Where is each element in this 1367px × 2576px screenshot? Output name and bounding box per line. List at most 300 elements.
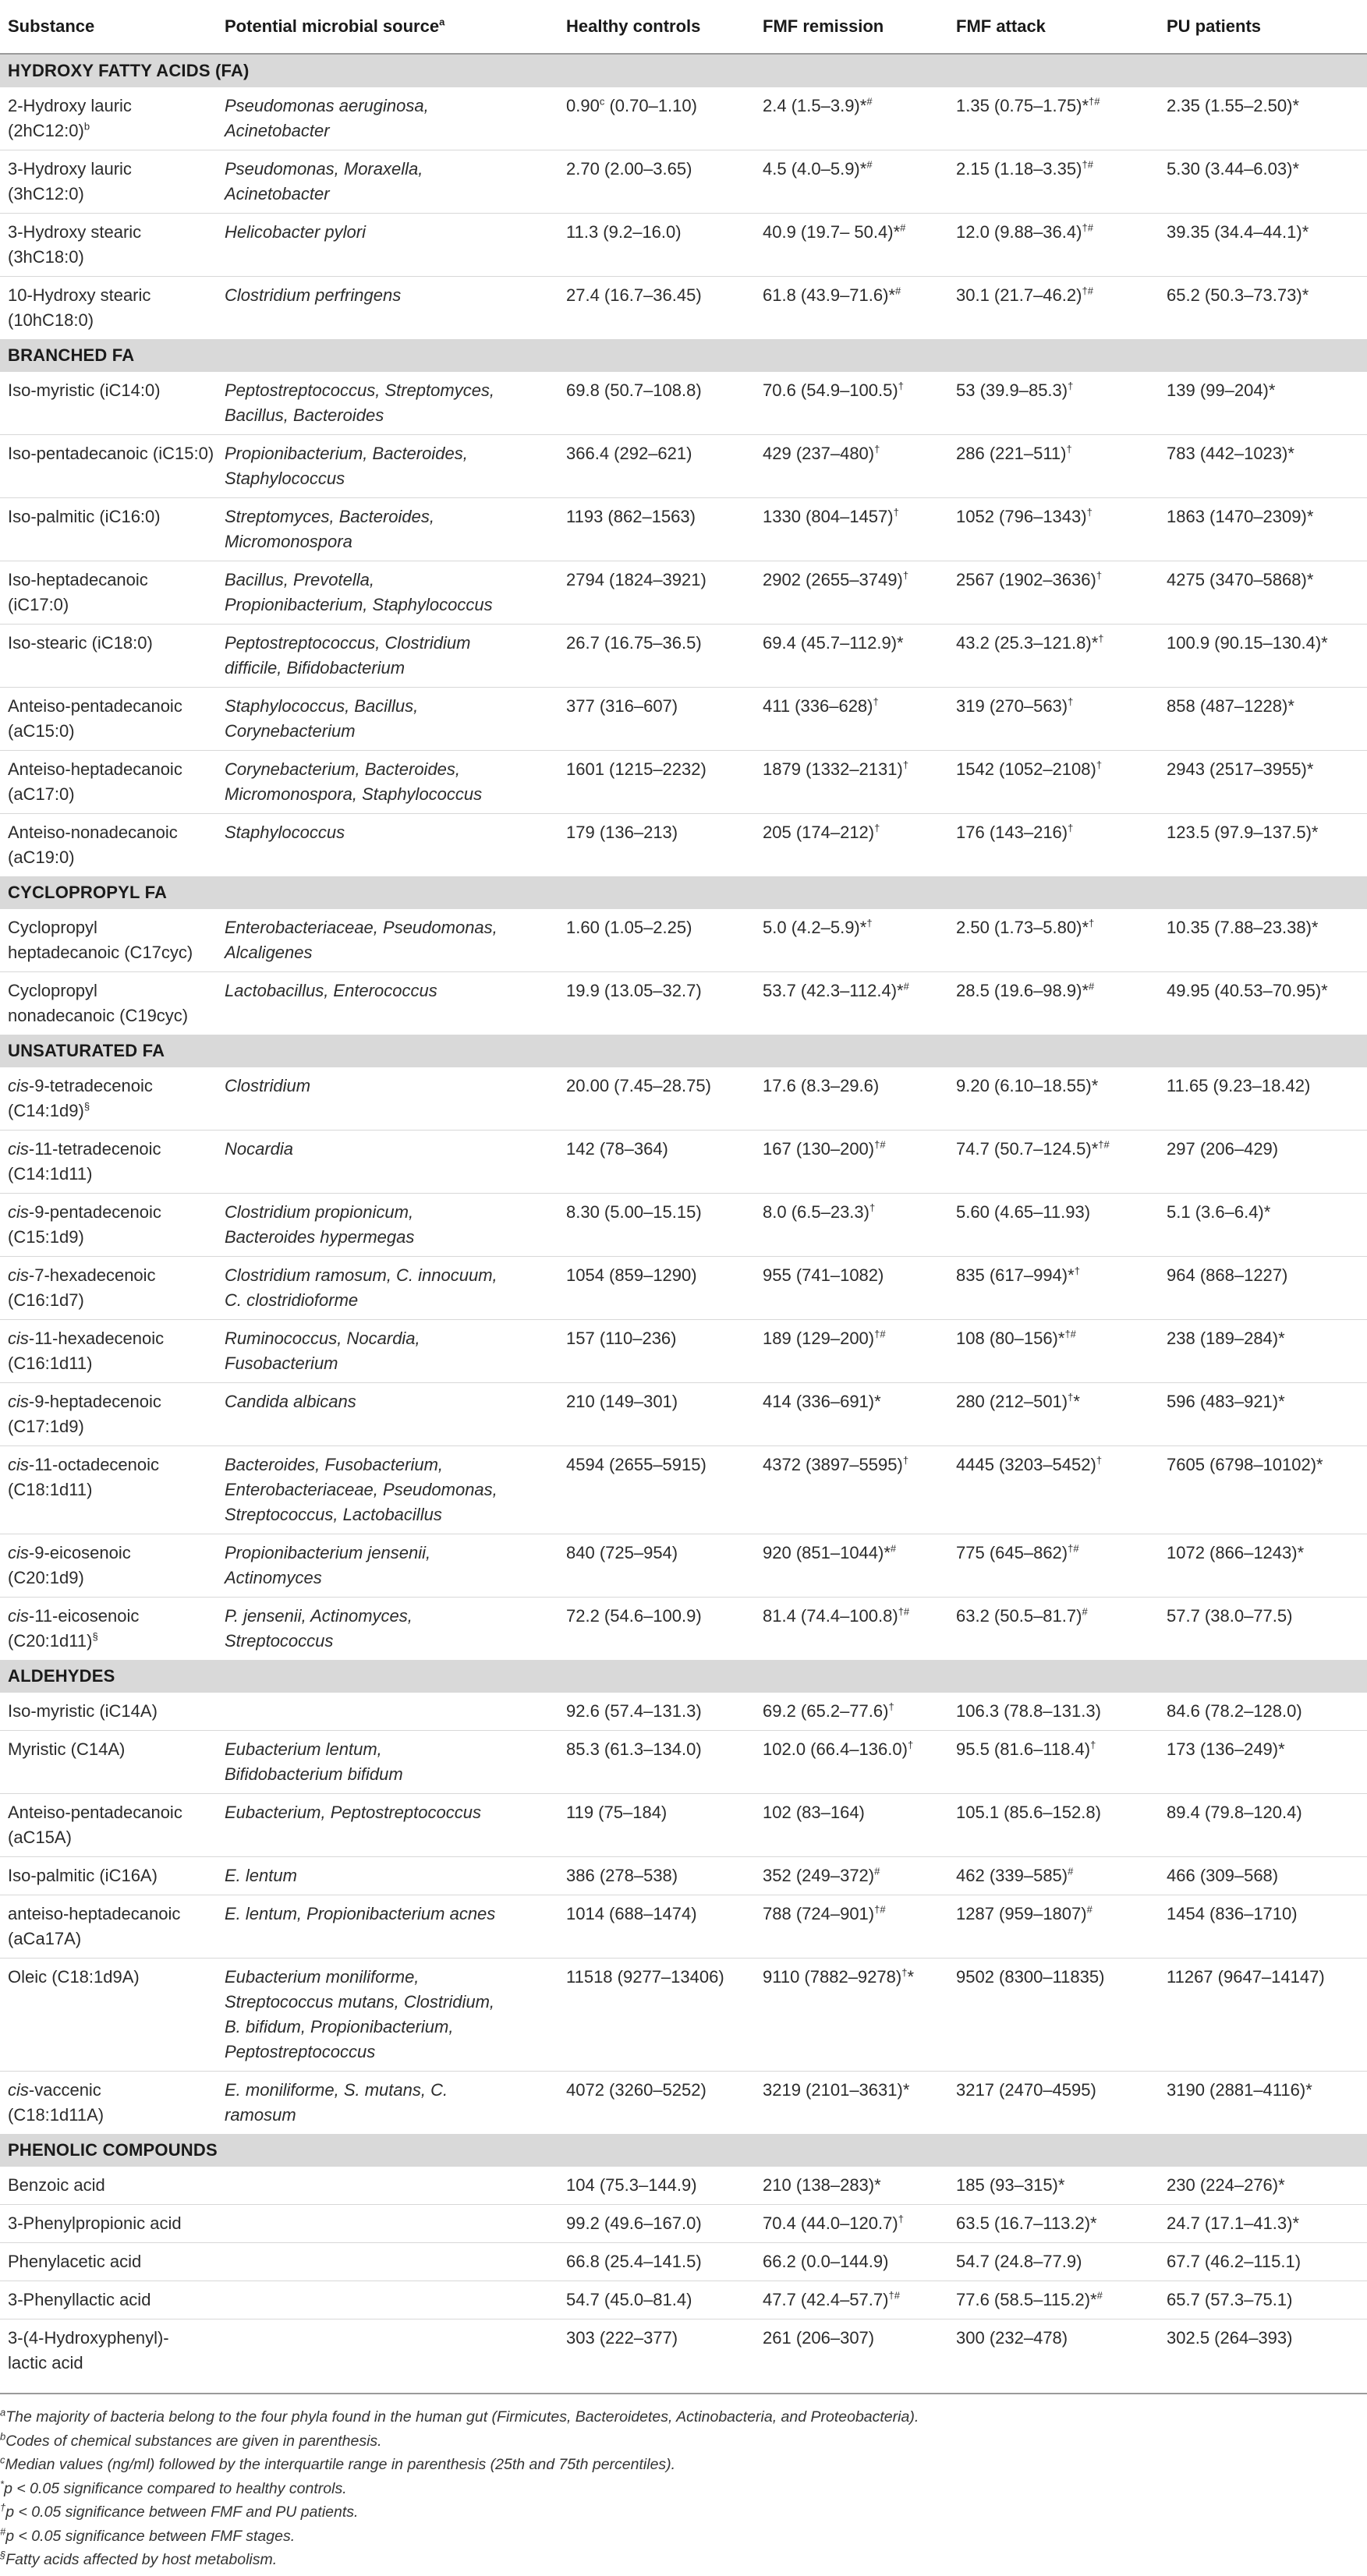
footnote — [0, 2477, 1367, 2501]
value-text: 104 (75.3–144.9) — [566, 2175, 697, 2195]
source-cell — [217, 2319, 558, 2383]
value-text: 69.4 (45.7–112.9)* — [763, 633, 904, 653]
source-cell — [217, 214, 558, 277]
section-row — [0, 339, 1367, 372]
remission-value-cell — [755, 1598, 948, 1661]
table-row — [0, 372, 1367, 435]
value-text: 105.1 (85.6–152.8) — [956, 1803, 1101, 1822]
section-title: UNSATURATED FA — [0, 1035, 1367, 1067]
source-line: E. lentum, Propionibacterium acnes — [225, 1904, 496, 1923]
source-cell — [217, 561, 558, 625]
substance-line — [8, 1137, 212, 1162]
section-title: HYDROXY FATTY ACIDS (FA) — [0, 54, 1367, 87]
attack-value-cell — [948, 1446, 1159, 1534]
source-line: Staphylococcus — [225, 823, 345, 842]
table-row — [0, 435, 1367, 498]
source-cell — [217, 2281, 558, 2319]
substance-cell — [0, 1857, 217, 1895]
value-text: 20.00 (7.45–28.75) — [566, 1076, 711, 1095]
cis-prefix: cis — [8, 1329, 29, 1348]
significance-mark: † — [907, 1739, 914, 1751]
source-cell — [217, 1194, 558, 1257]
value-text: 65.2 (50.3–73.73)* — [1167, 285, 1309, 305]
pu-value-cell — [1159, 1598, 1367, 1661]
attack-value-cell — [948, 1257, 1159, 1320]
substance-text: Benzoic acid — [8, 2175, 105, 2195]
remission-value-cell — [755, 625, 948, 688]
significance-mark: † — [1068, 822, 1074, 834]
significance-mark: # — [1089, 980, 1095, 993]
footnote-mark: a — [0, 2406, 6, 2419]
value-text: 3190 (2881–4116)* — [1167, 2080, 1312, 2100]
substance-text: Iso-palmitic (iC16:0) — [8, 507, 161, 526]
table-row — [0, 751, 1367, 814]
substance-cell — [0, 1895, 217, 1959]
significance-mark: † — [873, 695, 879, 708]
source-line: E. moniliforme, S. mutans, C. — [225, 2080, 448, 2100]
substance-cell — [0, 2243, 217, 2281]
value-text: 69.2 (65.2–77.6) — [763, 1701, 889, 1721]
footnotes — [0, 2393, 1367, 2572]
source-line: Pseudomonas aeruginosa, — [225, 96, 429, 115]
source-line: Fusobacterium — [225, 1353, 338, 1373]
value-text: 2.15 (1.18–3.35) — [956, 159, 1082, 179]
value-text: 99.2 (49.6–167.0) — [566, 2213, 702, 2233]
substance-text: nonadecanoic (C19cyc) — [8, 1006, 189, 1025]
healthy-value-cell — [558, 2281, 755, 2319]
pu-value-cell — [1159, 2319, 1367, 2383]
value-text: 5.30 (3.44–6.03)* — [1167, 159, 1300, 179]
value-text: 1054 (859–1290) — [566, 1265, 697, 1285]
value-text: 61.8 (43.9–71.6)* — [763, 285, 896, 305]
significance-mark: † — [1096, 1454, 1103, 1467]
remission-value-cell — [755, 2072, 948, 2135]
significance-mark: † — [902, 569, 909, 582]
substance-text: Anteiso-pentadecanoic — [8, 1803, 182, 1822]
substance-line — [8, 1162, 212, 1187]
substance-text: (C16:1d11) — [8, 1353, 93, 1373]
value-text: 40.9 (19.7– 50.4)* — [763, 222, 901, 242]
healthy-value-cell — [558, 1320, 755, 1383]
footnote-text: p < 0.05 significance between FMF and PU patients. — [5, 2503, 359, 2521]
value-text: 108 (80–156)* — [956, 1329, 1065, 1348]
pu-value-cell — [1159, 2072, 1367, 2135]
value-text: 74.7 (50.7–124.5)* — [956, 1139, 1099, 1159]
value-text: 1014 (688–1474) — [566, 1904, 697, 1923]
substance-line — [8, 2288, 212, 2312]
pu-value-cell — [1159, 1731, 1367, 1794]
healthy-value-cell — [558, 688, 755, 751]
value-text: 783 (442–1023)* — [1167, 444, 1294, 463]
value-text: 280 (212–501) — [956, 1392, 1068, 1411]
remission-value-cell — [755, 2243, 948, 2281]
value-text: (0.70–1.10) — [604, 96, 697, 115]
source-line: Streptococcus — [225, 1631, 334, 1651]
value-text: 964 (868–1227) — [1167, 1265, 1288, 1285]
significance-mark: # — [890, 1542, 897, 1555]
substance-text: -7-hexadecenoic — [28, 1265, 156, 1285]
value-text: 9.20 (6.10–18.55)* — [956, 1076, 1099, 1095]
attack-value-cell — [948, 1320, 1159, 1383]
value-text: 386 (278–538) — [566, 1866, 678, 1885]
pu-value-cell — [1159, 435, 1367, 498]
substance-line — [8, 1414, 212, 1439]
cis-prefix: cis — [8, 1076, 29, 1095]
significance-mark: †# — [888, 2289, 900, 2302]
value-text: 85.3 (61.3–134.0) — [566, 1739, 702, 1759]
source-cell — [217, 1857, 558, 1895]
value-text: 70.6 (54.9–100.5) — [763, 380, 898, 400]
substance-text: (3hC18:0) — [8, 247, 84, 267]
healthy-value-cell — [558, 814, 755, 877]
value-text: 66.2 (0.0–144.9) — [763, 2252, 889, 2271]
value-text: 377 (316–607) — [566, 696, 678, 716]
healthy-value-cell — [558, 277, 755, 340]
substance-line — [8, 1200, 212, 1225]
table-row — [0, 1857, 1367, 1895]
table-row — [0, 150, 1367, 214]
pu-value-cell — [1159, 1693, 1367, 1731]
source-cell — [217, 909, 558, 972]
attack-value-cell — [948, 2319, 1159, 2383]
value-text: 102.0 (66.4–136.0) — [763, 1739, 908, 1759]
substance-text: Iso-pentadecanoic (iC15:0) — [8, 444, 214, 463]
value-text: 3217 (2470–4595) — [956, 2080, 1096, 2100]
pu-value-cell — [1159, 1534, 1367, 1598]
value-text: 26.7 (16.75–36.5) — [566, 633, 702, 653]
substance-line — [8, 441, 212, 466]
table-body — [0, 54, 1367, 2382]
value-text: 77.6 (58.5–115.2)* — [956, 2290, 1097, 2309]
source-line: P. jensenii, Actinomyces, — [225, 1606, 413, 1626]
cis-prefix: cis — [8, 1543, 29, 1562]
value-text: 5.0 (4.2–5.9)* — [763, 918, 867, 937]
source-cell — [217, 277, 558, 340]
substance-cell — [0, 435, 217, 498]
healthy-value-cell — [558, 2243, 755, 2281]
value-text: 955 (741–1082) — [763, 1265, 884, 1285]
value-text: * — [1073, 1392, 1080, 1411]
substance-text: 3-Hydroxy lauric — [8, 159, 132, 179]
source-line: Streptococcus, Lactobacillus — [225, 1505, 442, 1524]
substance-cell — [0, 1257, 217, 1320]
substance-text: -11-hexadecenoic — [28, 1329, 165, 1348]
footnote-mark: * — [0, 2478, 5, 2489]
remission-value-cell — [755, 1534, 948, 1598]
substance-line — [8, 2211, 212, 2236]
substance-text: Anteiso-pentadecanoic — [8, 696, 182, 716]
value-text: 1330 (804–1457) — [763, 507, 894, 526]
value-text: 1287 (959–1807) — [956, 1904, 1087, 1923]
substance-line — [8, 1902, 212, 1927]
remission-value-cell — [755, 87, 948, 150]
attack-value-cell — [948, 2281, 1159, 2319]
remission-value-cell — [755, 2167, 948, 2205]
substance-line — [8, 2249, 212, 2274]
remission-value-cell — [755, 909, 948, 972]
table-row — [0, 1257, 1367, 1320]
value-text: 72.2 (54.6–100.9) — [566, 1606, 702, 1626]
attack-value-cell — [948, 2167, 1159, 2205]
healthy-value-cell — [558, 1731, 755, 1794]
significance-mark: †# — [1068, 1542, 1079, 1555]
section-row — [0, 876, 1367, 909]
value-text: 139 (99–204)* — [1167, 380, 1276, 400]
significance-mark: † — [874, 822, 880, 834]
remission-value-cell — [755, 1446, 948, 1534]
substance-line — [8, 245, 212, 270]
col-header-source — [217, 0, 558, 54]
remission-value-cell — [755, 1794, 948, 1857]
value-text: 54.7 (45.0–81.4) — [566, 2290, 692, 2309]
healthy-value-cell — [558, 87, 755, 150]
value-text: 2.50 (1.73–5.80)* — [956, 918, 1089, 937]
table-row — [0, 561, 1367, 625]
value-text: 47.7 (42.4–57.7) — [763, 2290, 889, 2309]
value-text: 53.7 (42.3–112.4)* — [763, 981, 904, 1000]
source-line: C. clostridioforme — [225, 1290, 359, 1310]
substance-text: -9-pentadecenoic — [28, 1202, 161, 1222]
substance-line — [8, 1927, 212, 1951]
value-text: 11267 (9647–14147) — [1167, 1967, 1325, 1987]
attack-value-cell — [948, 561, 1159, 625]
source-line: Alcaligenes — [225, 943, 313, 962]
footnote-mark: b — [0, 2430, 6, 2442]
substance-line — [8, 2078, 212, 2103]
remission-value-cell — [755, 814, 948, 877]
pu-value-cell — [1159, 2205, 1367, 2243]
pu-value-cell — [1159, 150, 1367, 214]
value-text: 30.1 (21.7–46.2) — [956, 285, 1082, 305]
substance-text: (C15:1d9) — [8, 1227, 84, 1247]
substance-line — [8, 978, 212, 1003]
source-cell — [217, 1794, 558, 1857]
substance-text: Phenylacetic acid — [8, 2252, 142, 2271]
table-row — [0, 1383, 1367, 1446]
significance-mark: † — [893, 506, 899, 518]
value-text: 106.3 (78.8–131.3) — [956, 1701, 1101, 1721]
value-text: 43.2 (25.3–121.8)* — [956, 633, 1099, 653]
substance-text: (3hC12:0) — [8, 184, 84, 203]
significance-mark: † — [1098, 632, 1104, 645]
table-row — [0, 1731, 1367, 1794]
value-text: 297 (206–429) — [1167, 1139, 1279, 1159]
value-text: 92.6 (57.4–131.3) — [566, 1701, 702, 1721]
cis-prefix: cis — [8, 1202, 29, 1222]
remission-value-cell — [755, 1693, 948, 1731]
cis-prefix: cis — [8, 1606, 29, 1626]
value-text: 775 (645–862) — [956, 1543, 1068, 1562]
footnote-mark: § — [0, 2549, 6, 2561]
cis-prefix: cis — [8, 1392, 29, 1411]
remission-value-cell — [755, 1257, 948, 1320]
substance-line — [8, 1863, 212, 1888]
significance-mark: † — [1068, 1391, 1074, 1403]
significance-mark: † — [902, 759, 909, 771]
substance-text: 3-(4-Hydroxyphenyl)- — [8, 2328, 169, 2348]
substance-line — [8, 1074, 212, 1099]
value-text: 173 (136–249)* — [1167, 1739, 1285, 1759]
value-text: 4594 (2655–5915) — [566, 1455, 707, 1474]
attack-value-cell — [948, 814, 1159, 877]
footnote — [0, 2525, 1367, 2549]
value-text: 1542 (1052–2108) — [956, 759, 1096, 779]
significance-mark: # — [874, 1865, 880, 1877]
substance-line — [8, 182, 212, 207]
remission-value-cell — [755, 1067, 948, 1131]
value-text: 1072 (866–1243)* — [1167, 1543, 1305, 1562]
substance-text: (2hC12:0) — [8, 121, 84, 140]
col-header-attack: FMF attack — [948, 0, 1159, 54]
substance-line — [8, 593, 212, 617]
col-header-remission: FMF remission — [755, 0, 948, 54]
substance-text: (aC15A) — [8, 1828, 72, 1847]
value-text: 24.7 (17.1–41.3)* — [1167, 2213, 1300, 2233]
remission-value-cell — [755, 1895, 948, 1959]
remission-value-cell — [755, 372, 948, 435]
substance-text: Cyclopropyl — [8, 918, 97, 937]
value-text: 12.0 (9.88–36.4) — [956, 222, 1082, 242]
substance-line — [8, 568, 212, 593]
substance-text: Iso-myristic (iC14:0) — [8, 380, 161, 400]
significance-mark: †# — [1082, 285, 1093, 297]
healthy-value-cell — [558, 435, 755, 498]
value-text: 4275 (3470–5868)* — [1167, 570, 1314, 589]
substance-cell — [0, 1067, 217, 1131]
remission-value-cell — [755, 435, 948, 498]
substance-cell — [0, 1383, 217, 1446]
substance-cell — [0, 2281, 217, 2319]
source-cell — [217, 1257, 558, 1320]
source-cell — [217, 1959, 558, 2072]
substance-cell — [0, 1731, 217, 1794]
substance-line — [8, 757, 212, 782]
healthy-value-cell — [558, 1383, 755, 1446]
substance-text: (aCa17A) — [8, 1929, 82, 1948]
substance-line — [8, 1288, 212, 1313]
substance-text: (C20:1d11) — [8, 1631, 93, 1651]
source-line: Eubacterium moniliforme, — [225, 1967, 420, 1987]
value-text: 411 (336–628) — [763, 696, 873, 716]
substance-line — [8, 2351, 212, 2376]
value-text: 2.4 (1.5–3.9)* — [763, 96, 867, 115]
source-line: Bacillus, Prevotella, — [225, 570, 374, 589]
attack-value-cell — [948, 1131, 1159, 1194]
healthy-value-cell — [558, 1598, 755, 1661]
source-line: Enterobacteriaceae, Pseudomonas, — [225, 1480, 498, 1499]
substance-text: Cyclopropyl — [8, 981, 97, 1000]
table-row — [0, 2319, 1367, 2383]
source-cell — [217, 972, 558, 1035]
value-text: 54.7 (24.8–77.9) — [956, 2252, 1082, 2271]
substance-text: 2-Hydroxy lauric — [8, 96, 132, 115]
source-cell — [217, 435, 558, 498]
section-title: BRANCHED FA — [0, 339, 1367, 372]
source-line: Lactobacillus, Enterococcus — [225, 981, 437, 1000]
value-text: 63.5 (16.7–113.2)* — [956, 2213, 1097, 2233]
value-text: 920 (851–1044)* — [763, 1543, 891, 1562]
source-cell — [217, 372, 558, 435]
source-line: Staphylococcus — [225, 469, 345, 488]
healthy-value-cell — [558, 1857, 755, 1895]
substance-cell — [0, 625, 217, 688]
significance-mark: # — [900, 221, 906, 234]
substance-line — [8, 2103, 212, 2128]
substance-cell — [0, 909, 217, 972]
attack-value-cell — [948, 2243, 1159, 2281]
source-line: Corynebacterium — [225, 721, 356, 741]
substance-cell — [0, 214, 217, 277]
substance-line — [8, 1326, 212, 1351]
source-line: Propionibacterium, Staphylococcus — [225, 595, 493, 614]
source-cell — [217, 1598, 558, 1661]
pu-value-cell — [1159, 625, 1367, 688]
healthy-value-cell — [558, 372, 755, 435]
attack-value-cell — [948, 751, 1159, 814]
substance-text: (C14:1d11) — [8, 1164, 93, 1184]
value-text: 142 (78–364) — [566, 1139, 668, 1159]
significance-mark: † — [1096, 569, 1103, 582]
substance-text: -11-octadecenoic — [28, 1455, 160, 1474]
remission-value-cell — [755, 1959, 948, 2072]
significance-mark: †# — [1089, 95, 1100, 108]
table-row — [0, 214, 1367, 277]
substance-text: -11-eicosenoic — [28, 1606, 140, 1626]
healthy-value-cell — [558, 214, 755, 277]
value-text: 261 (206–307) — [763, 2328, 875, 2348]
source-cell — [217, 1067, 558, 1131]
significance-mark: # — [866, 95, 873, 108]
substance-line — [8, 782, 212, 807]
substance-line — [8, 820, 212, 845]
attack-value-cell — [948, 1895, 1159, 1959]
substance-line — [8, 1629, 212, 1654]
value-text: * — [907, 1967, 914, 1987]
healthy-value-cell — [558, 1693, 755, 1731]
substance-line — [8, 694, 212, 719]
pu-value-cell — [1159, 909, 1367, 972]
substance-line — [8, 1541, 212, 1566]
significance-mark: † — [888, 1700, 894, 1713]
substance-line — [8, 1737, 212, 1762]
remission-value-cell — [755, 1731, 948, 1794]
source-cell — [217, 751, 558, 814]
source-line: Corynebacterium, Bacteroides, — [225, 759, 461, 779]
source-line: Peptostreptococcus — [225, 2042, 376, 2061]
value-text: 286 (221–511) — [956, 444, 1067, 463]
pu-value-cell — [1159, 2281, 1367, 2319]
value-text: 8.30 (5.00–15.15) — [566, 1202, 702, 1222]
substance-text: Iso-heptadecanoic — [8, 570, 148, 589]
substance-cell — [0, 2167, 217, 2205]
remission-value-cell — [755, 2319, 948, 2383]
table-row — [0, 1959, 1367, 2072]
significance-mark: †# — [874, 1328, 886, 1340]
source-cell — [217, 1534, 558, 1598]
significance-mark: # — [895, 285, 901, 297]
table-row — [0, 1534, 1367, 1598]
attack-value-cell — [948, 277, 1159, 340]
significance-mark: †# — [874, 1138, 886, 1151]
significance-mark: † — [1086, 506, 1093, 518]
value-text: 176 (143–216) — [956, 823, 1068, 842]
value-text: 1863 (1470–2309)* — [1167, 507, 1314, 526]
substance-cell — [0, 150, 217, 214]
value-text: 319 (270–563) — [956, 696, 1068, 716]
significance-mark: † — [1090, 1739, 1096, 1751]
substance-text: -9-eicosenoic — [28, 1543, 131, 1562]
substance-text: Oleic (C18:1d9A) — [8, 1967, 140, 1987]
